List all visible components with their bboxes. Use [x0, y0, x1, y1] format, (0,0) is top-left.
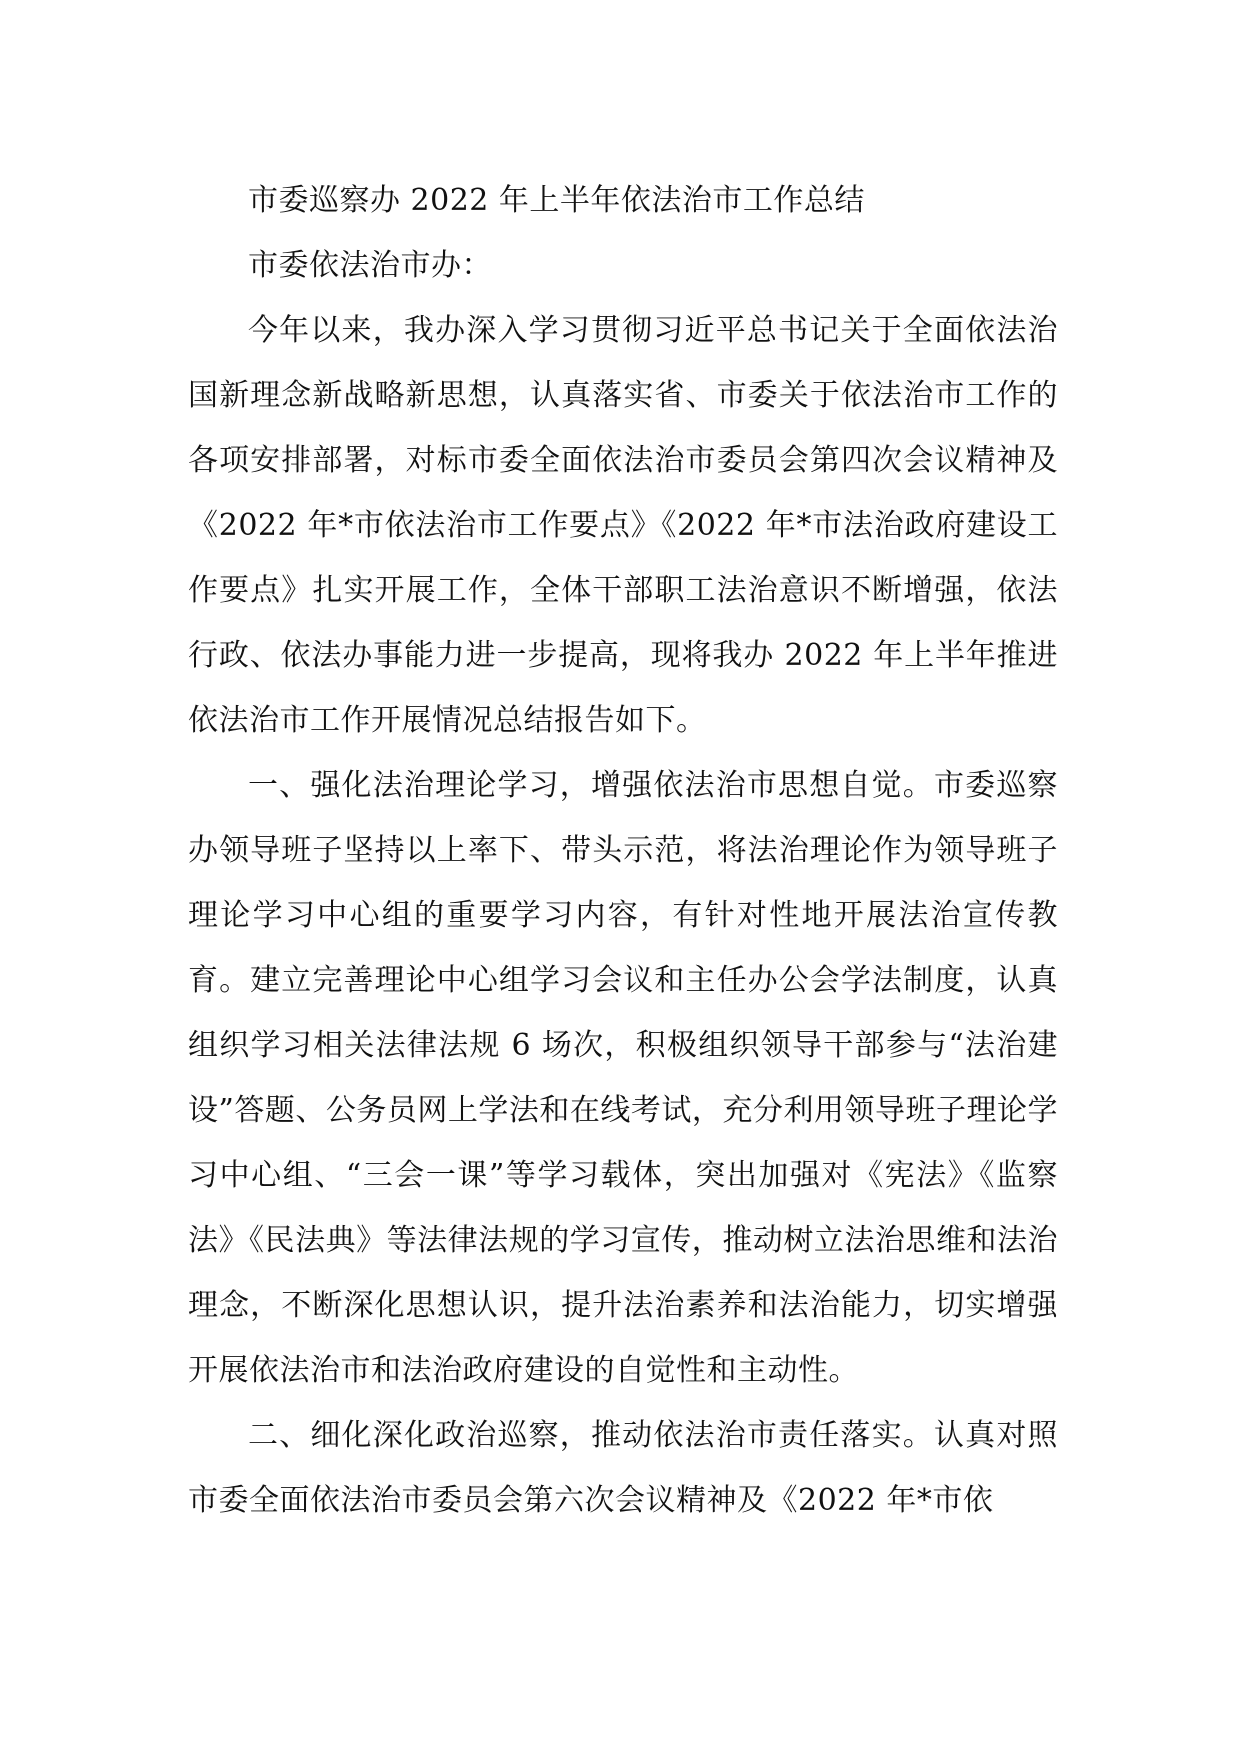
paragraph-section-1: 一、强化法治理论学习，增强依法治市思想自觉。市委巡察办领导班子坚持以上率下、带头示范，将法治理论作为领导班子理论学习中心组的重要学习内容，有针对性地开展法治宣传教育。建立完善理论中心组学习会议和主任办公会学法制度，认真组织学习相关法律法规 6 场次，积极组织领导干部参与“法治建设”答题、公务员网上学法和在线考试，充分利用领导班子理论学习中心组、“三会一课”等学习载体，突出加强对《宪法》《监察法》《民法典》等法律法规的学习宣传，推动树立法治思维和法治理念，不断深化思想认识，提升法治素养和法治能力，切实增强开展依法治市和法治政府建设的自觉性和主动性。	[188, 768, 1058, 1388]
document-body	[188, 168, 1058, 1533]
paragraph-section-2: 二、细化深化政治巡察，推动依法治市责任落实。认真对照市委全面依法治市委员会第六次会议精神及《2022 年*市依	[188, 1418, 1058, 1518]
addressee: 市委依法治市办：	[248, 248, 492, 283]
paragraph-intro: 今年以来，我办深入学习贯彻习近平总书记关于全面依法治国新理念新战略新思想，认真落实省、市委关于依法治市工作的各项安排部署，对标市委全面依法治市委员会第四次会议精神及《2022 年*市依法治市工作要点》《2022 年*市法治政府建设工作要点》扎实开展工作，全体干部职工法治意识不断增强，依法行政、依法办事能力进一步提高，现将我办 2022 年上半年推进依法治市工作开展情况总结报告如下。	[188, 313, 1058, 738]
document-title: 市委巡察办 2022 年上半年依法治市工作总结	[248, 183, 865, 218]
